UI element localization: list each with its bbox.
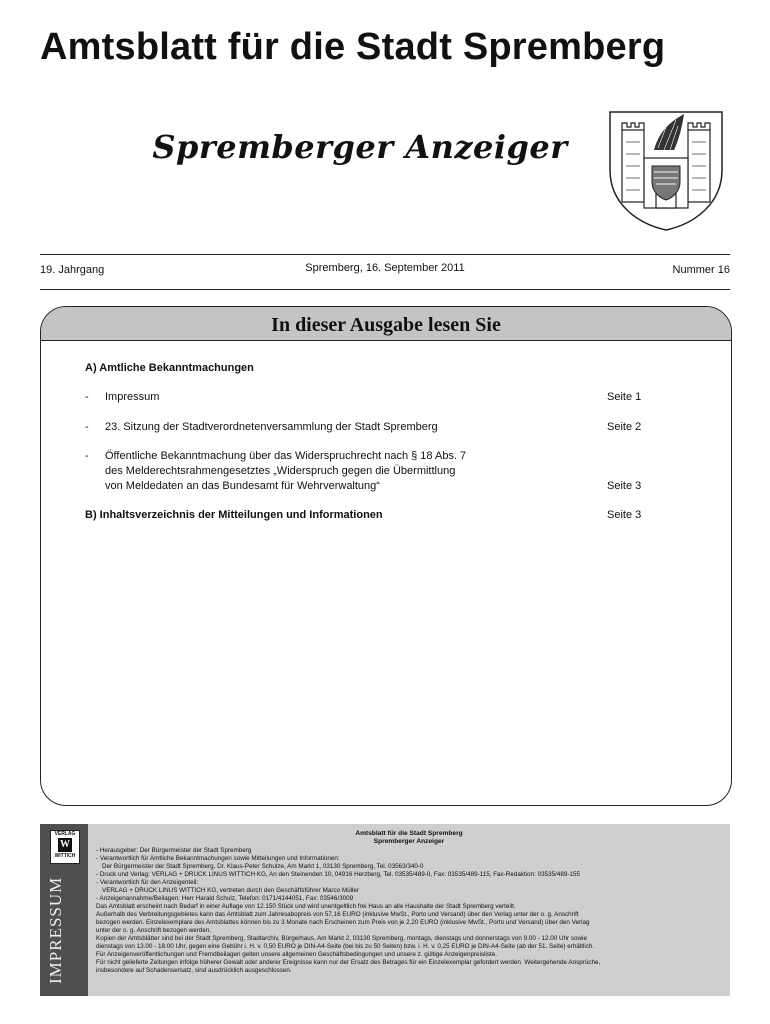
impressum-side-label: IMPRESSUM <box>46 876 65 984</box>
logo-bottom-text: WITTICH <box>54 853 76 859</box>
impressum-paragraph-line: Kopien der Amtsblätter sind bei der Stadt Spremberg, Stadtarchiv, Bürgerhaus, Am Markt 2, 03130 Spremberg, montags, dienstags und donnerstags von 9.00 - 12.00 Uhr sowie <box>96 935 587 942</box>
coat-of-arms-icon <box>604 108 728 232</box>
toc-item-dash: - <box>85 421 89 433</box>
impressum-line: - Druck und Verlag: VERLAG + DRUCK LINUS WITTICH KG, An den Steinenden 10, 04916 Herzberg, Tel. 03535/489-0, Fax: 03535/489-115, Fax-Redaktion: 03535/489-155 <box>96 871 581 878</box>
impressum-paragraph-line: insbesondere auf Schadensersatz, sind ausdrücklich ausgeschlossen. <box>96 967 292 974</box>
impressum-paragraph-line: Das Amtsblatt erscheint nach Bedarf in einer Auflage von 12.150 Stück und wird unentgeltlich frei Haus an alle Haushalte der Stadt Spremberg verteilt. <box>96 903 516 910</box>
impressum-box <box>40 824 730 996</box>
toc-item-dash: - <box>85 450 89 462</box>
impressum-line: - Anzeigenannahme/Beilagen: Herr Harald Schulz, Telefon: 0171/4144051, Fax: 03546/3009 <box>96 895 354 902</box>
toc-item-page: Seite 3 <box>607 480 642 492</box>
impressum-paragraph-line: Für nicht gelieferte Zeitungen infolge höherer Gewalt oder anderer Ereignisse kann nur der Ersatz des Betrages für ein Einzelexemplar gefordert werden. Weitergehende Ansprüche, <box>96 959 601 966</box>
impressum-line: Der Bürgermeister der Stadt Spremberg, Dr. Klaus-Peter Schulze, Am Markt 1, 03130 Spremberg, Tel. 03563/340-0 <box>102 863 424 870</box>
impressum-paragraph-line: unter der o. g. Anschrift bezogen werden. <box>96 927 212 934</box>
masthead-title: Amtsblatt für die Stadt Spremberg <box>40 26 666 68</box>
toc-item-title[interactable]: 23. Sitzung der Stadtverordnetenversammlung der Stadt Spremberg <box>105 421 438 433</box>
impressum-paragraph-line: Außerhalb des Verbreitungsgebietes kann das Amtsblatt zum Jahresabopreis von 57,16 EURO (inklusive MwSt., Porto und Versand) über den Verlag unter der o. g. Anschrift <box>96 911 579 918</box>
impressum-line: VERLAG + DRUCK LINUS WITTICH KG, vertreten durch den Geschäftsführer Marco Müller <box>102 887 360 894</box>
toc-heading: In dieser Ausgabe lesen Sie <box>41 307 731 341</box>
toc-item-dash: - <box>85 391 89 403</box>
impressum-line: - Herausgeber: Der Bürgermeister der Stadt Spremberg <box>96 847 252 854</box>
impressum-line: - Verantwortlich für den Anzeigenteil: <box>96 879 199 886</box>
volume-label: 19. Jahrgang <box>40 264 105 276</box>
issue-number: Nummer 16 <box>672 264 730 276</box>
verlag-wittich-logo <box>50 830 80 864</box>
masthead-subtitle: Spremberger Anzeiger <box>152 128 568 166</box>
table-of-contents <box>40 306 732 806</box>
toc-item-page: Seite 3 <box>607 509 642 521</box>
impressum-paragraph-line: dienstags von 13.00 - 18.00 Uhr, gegen eine Gebühr i. H. v. 0,50 EURO je DIN-A4-Seite (bei bis zu 50 Seiten) bzw. i. H. v. 0,25 EURO je DIN-A4-Seite (ab der 51. Seite) erhältlich. <box>96 943 595 950</box>
impressum-line: - Verantwortlich für Amtliche Bekanntmachungen sowie Mitteilungen und Informationen: <box>96 855 340 862</box>
toc-item-page: Seite 2 <box>607 421 642 433</box>
issue-date: Spremberg, 16. September 2011 <box>305 262 465 274</box>
impressum-sidebar <box>40 824 88 996</box>
toc-item-title[interactable]: des Melderechtsrahmengesetztes „Widerspruch gegen die Übermittlung <box>105 465 456 477</box>
impressum-paragraph-line: bezogen werden. Einzelexemplare des Amtsblattes können bis zu 3 Monate nach Erscheinen zum Preis von je 2,20 EURO (inklusive MwSt., Porto und Versand) über den Verlag <box>96 919 590 926</box>
logo-mark: W <box>60 839 70 850</box>
logo-top-text: VERLAG <box>54 831 76 837</box>
top-rule <box>40 254 730 255</box>
impressum-subtitle: Spremberger Anzeiger <box>373 838 445 845</box>
impressum-paragraph-line: Für Anzeigenveröffentlichungen und Fremdbeilagen gelten unsere allgemeinen Geschäftsbedingungen und unsere z. gültige Anzeigenpreisliste. <box>96 951 498 958</box>
bottom-rule <box>40 289 730 290</box>
toc-section-b[interactable]: B) Inhaltsverzeichnis der Mitteilungen und Informationen <box>85 509 383 521</box>
toc-item-title[interactable]: Öffentliche Bekanntmachung über das Widerspruchrecht nach § 18 Abs. 7 <box>105 450 467 462</box>
toc-item-title[interactable]: von Meldedaten an das Bundesamt für Wehrverwaltung“ <box>105 480 380 492</box>
impressum-title: Amtsblatt für die Stadt Spremberg <box>355 830 463 837</box>
toc-item-title[interactable]: Impressum <box>105 391 160 403</box>
toc-section-a: A) Amtliche Bekanntmachungen <box>85 362 254 374</box>
toc-item-page: Seite 1 <box>607 391 642 403</box>
